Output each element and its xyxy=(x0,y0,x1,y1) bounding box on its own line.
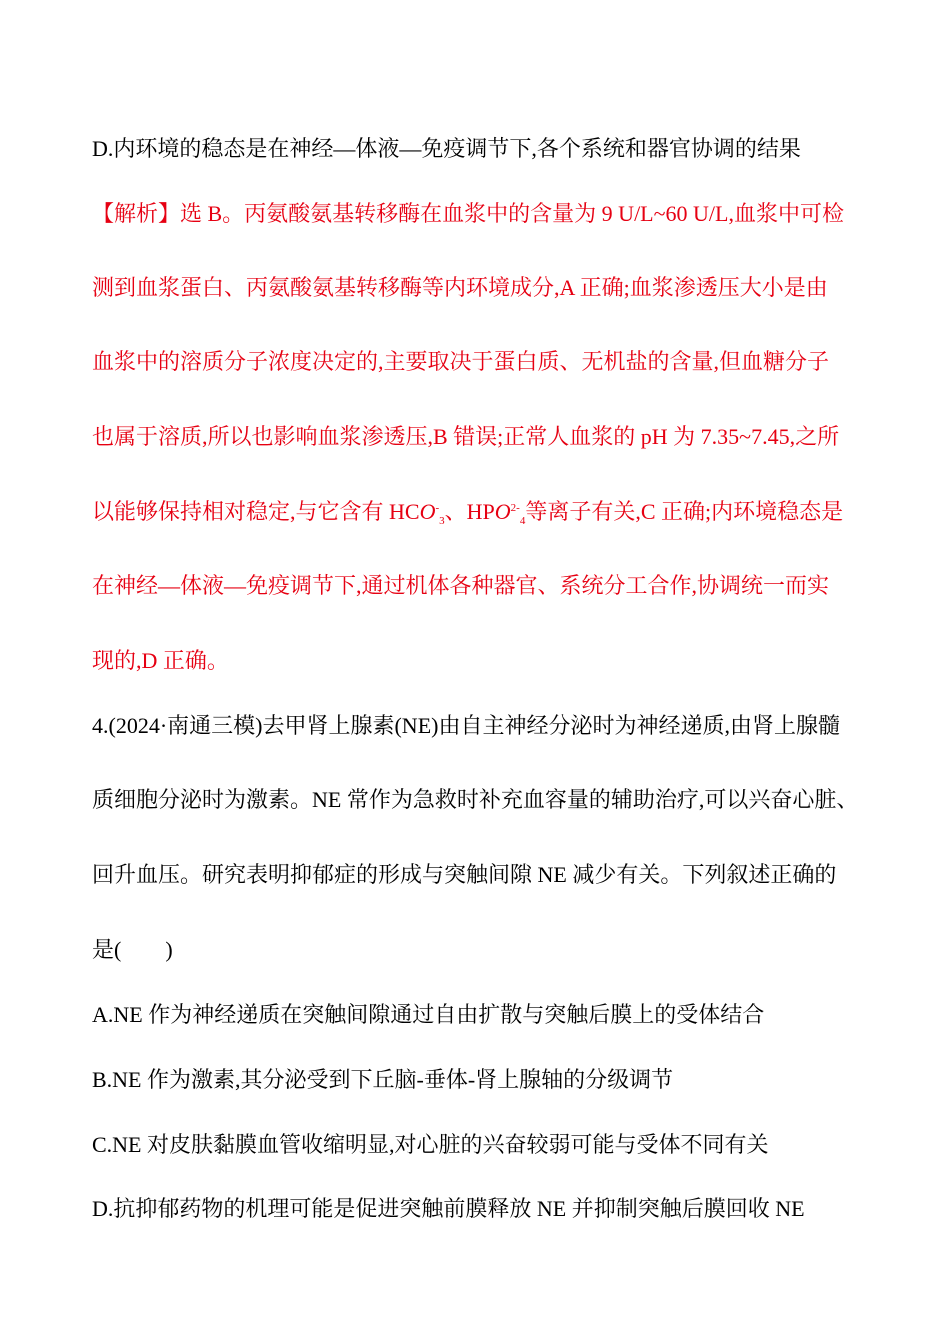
question-4-option-c: C.NE 对皮肤黏膜血管收缩明显,对心脏的兴奋较弱可能与受体不同有关 xyxy=(92,1132,769,1157)
question-4-line-1: 4.(2024·南通三模)去甲肾上腺素(NE)由自主神经分泌时为神经递质,由肾上腺髓 xyxy=(92,713,840,738)
question-4-option-d: D.抗抑郁药物的机理可能是促进突触前膜释放 NE 并抑制突触后膜回收 NE xyxy=(92,1196,805,1221)
question-4-line-3: 回升血压。研究表明抑郁症的形成与突触间隙 NE 减少有关。下列叙述正确的 xyxy=(92,862,837,887)
option-3d: D.内环境的稳态是在神经—体液—免疫调节下,各个系统和器官协调的结果 xyxy=(92,136,801,161)
analysis-line-6: 在神经—体液—免疫调节下,通过机体各种器官、系统分工合作,协调统一而实 xyxy=(92,573,830,598)
question-4-line-4: 是( ) xyxy=(92,937,173,962)
analysis-line-5-part-c: 等离子有关,C 正确;内环境稳态是 xyxy=(525,499,844,524)
question-4-option-a: A.NE 作为神经递质在突触间隙通过自由扩散与突触后膜上的受体结合 xyxy=(92,1002,765,1027)
hydrogen-phosphate-ion xyxy=(495,497,526,531)
bicarbonate-ion xyxy=(420,497,445,531)
analysis-line-5-part-a: 以能够保持相对稳定,与它含有 HC xyxy=(92,499,420,524)
ion-subscript: 3 xyxy=(439,515,445,527)
question-4-line-2: 质细胞分泌时为激素。NE 常作为急救时补充血容量的辅助治疗,可以兴奋心脏、 xyxy=(92,787,859,812)
analysis-line-4: 也属于溶质,所以也影响血浆渗透压,B 错误;正常人血浆的 pH 为 7.35~7.45,之所 xyxy=(92,424,840,449)
ion-charge: 2- xyxy=(510,502,520,514)
analysis-line-7: 现的,D 正确。 xyxy=(92,648,229,673)
question-4-option-b: B.NE 作为激素,其分泌受到下丘脑-垂体-肾上腺轴的分级调节 xyxy=(92,1067,674,1092)
ion-base: O xyxy=(494,499,511,524)
analysis-line-2: 测到血浆蛋白、丙氨酸氨基转移酶等内环境成分,A 正确;血浆渗透压大小是由 xyxy=(92,275,828,300)
analysis-line-5-part-b: 、HP xyxy=(444,499,495,524)
ion-base: O xyxy=(419,499,436,524)
analysis-line-5 xyxy=(92,497,843,531)
ion-subscript: 4 xyxy=(519,515,526,527)
analysis-line-3: 血浆中的溶质分子浓度决定的,主要取决于蛋白质、无机盐的含量,但血糖分子 xyxy=(92,349,830,374)
ion-charge: - xyxy=(435,502,440,514)
analysis-line-1: 【解析】选 B。丙氨酸氨基转移酶在血浆中的含量为 9 U/L~60 U/L,血浆中可检 xyxy=(92,201,844,226)
